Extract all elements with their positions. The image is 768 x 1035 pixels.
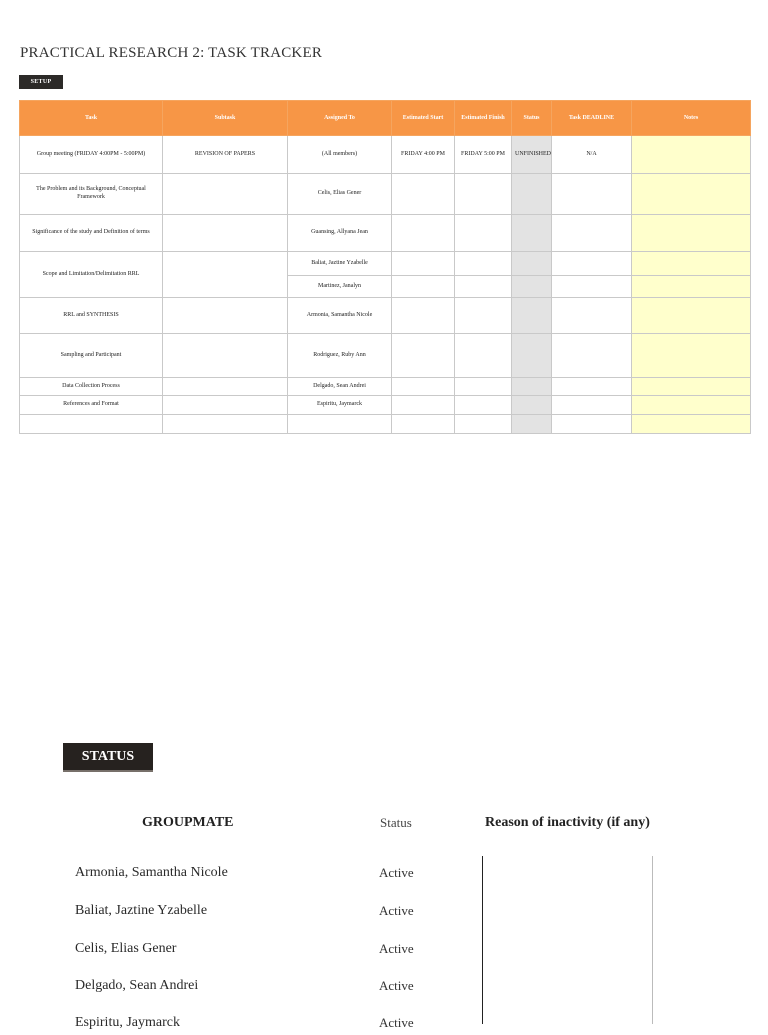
deadline-cell[interactable]: [552, 174, 632, 215]
finish-cell[interactable]: [455, 334, 512, 378]
status-cell[interactable]: UNFINISHED: [512, 136, 552, 174]
status-cell[interactable]: [512, 415, 552, 434]
start-cell[interactable]: [392, 396, 455, 415]
table-row: [20, 415, 751, 434]
task-tracker-table: [19, 100, 751, 434]
subtask-cell[interactable]: [163, 215, 288, 252]
task-cell[interactable]: Significance of the study and Definition of terms: [20, 215, 163, 252]
status-header: Status: [380, 815, 412, 830]
groupmate-status: Active: [379, 941, 414, 956]
groupmate-name: Espiritu, Jaymarck: [75, 1015, 180, 1030]
start-cell[interactable]: FRIDAY 4:00 PM: [392, 136, 455, 174]
start-cell[interactable]: [392, 415, 455, 434]
finish-cell[interactable]: FRIDAY 5:00 PM: [455, 136, 512, 174]
header-estimated-start: Estimated Start: [392, 101, 455, 136]
finish-cell[interactable]: [455, 215, 512, 252]
groupmate-name: Armonia, Samantha Nicole: [75, 865, 228, 880]
assigned-cell[interactable]: Rodriguez, Ruby Ann: [288, 334, 392, 378]
groupmate-status: Active: [379, 903, 414, 918]
groupmate-row: [0, 1015, 768, 1035]
task-cell[interactable]: References and Format: [20, 396, 163, 415]
assigned-cell[interactable]: Martinez, Janalyn: [288, 276, 392, 298]
deadline-cell[interactable]: N/A: [552, 136, 632, 174]
status-cell[interactable]: [512, 396, 552, 415]
header-estimated-finish: Estimated Finish: [455, 101, 512, 136]
table-row: [20, 174, 751, 215]
task-cell[interactable]: Data Collection Process: [20, 378, 163, 396]
header-task-deadline: Task DEADLINE: [552, 101, 632, 136]
status-cell[interactable]: [512, 334, 552, 378]
groupmate-row: [0, 865, 768, 885]
table-row: [20, 136, 751, 174]
deadline-cell[interactable]: [552, 276, 632, 298]
status-cell[interactable]: [512, 378, 552, 396]
assigned-cell[interactable]: Armonia, Samantha Nicole: [288, 298, 392, 334]
groupmate-status: Active: [379, 1015, 414, 1030]
status-cell[interactable]: [512, 252, 552, 276]
start-cell[interactable]: [392, 276, 455, 298]
assigned-cell[interactable]: Celis, Elias Gener: [288, 174, 392, 215]
table-row: [20, 378, 751, 396]
deadline-cell[interactable]: [552, 334, 632, 378]
notes-cell[interactable]: [632, 396, 751, 415]
page-title: PRACTICAL RESEARCH 2: TASK TRACKER: [20, 45, 323, 61]
header-notes: Notes: [632, 101, 751, 136]
table-header-row: [20, 101, 751, 136]
header-subtask: Subtask: [163, 101, 288, 136]
subtask-cell[interactable]: REVISION OF PAPERS: [163, 136, 288, 174]
notes-cell[interactable]: [632, 215, 751, 252]
groupmate-name: Baliat, Jaztine Yzabelle: [75, 903, 208, 918]
subtask-cell[interactable]: [163, 415, 288, 434]
notes-cell[interactable]: [632, 415, 751, 434]
assigned-cell[interactable]: (All members): [288, 136, 392, 174]
deadline-cell[interactable]: [552, 215, 632, 252]
groupmate-row: [0, 941, 768, 961]
notes-cell[interactable]: [632, 334, 751, 378]
start-cell[interactable]: [392, 215, 455, 252]
table-row: [20, 334, 751, 378]
status-cell[interactable]: [512, 215, 552, 252]
assigned-cell[interactable]: Baliat, Jaztine Yzabelle: [288, 252, 392, 276]
reason-header: Reason of inactivity (if any): [485, 815, 650, 830]
deadline-cell[interactable]: [552, 378, 632, 396]
task-cell[interactable]: RRL and SYNTHESIS: [20, 298, 163, 334]
finish-cell[interactable]: [455, 298, 512, 334]
finish-cell[interactable]: [455, 396, 512, 415]
subtask-cell[interactable]: [163, 334, 288, 378]
subtask-cell[interactable]: [163, 378, 288, 396]
notes-cell[interactable]: [632, 298, 751, 334]
notes-cell[interactable]: [632, 378, 751, 396]
task-cell[interactable]: Sampling and Participant: [20, 334, 163, 378]
groupmate-header: GROUPMATE: [142, 815, 234, 830]
header-assigned-to: Assigned To: [288, 101, 392, 136]
table-row: [20, 215, 751, 252]
start-cell[interactable]: [392, 378, 455, 396]
notes-cell[interactable]: [632, 174, 751, 215]
deadline-cell[interactable]: [552, 252, 632, 276]
groupmate-row: [0, 903, 768, 923]
task-cell[interactable]: Group meeting (FRIDAY 4:00PM - 5:00PM): [20, 136, 163, 174]
notes-cell[interactable]: [632, 276, 751, 298]
deadline-cell[interactable]: [552, 396, 632, 415]
subtask-cell[interactable]: [163, 174, 288, 215]
groupmate-row: [0, 978, 768, 998]
finish-cell[interactable]: [455, 415, 512, 434]
start-cell[interactable]: [392, 252, 455, 276]
start-cell[interactable]: [392, 298, 455, 334]
table-row: [20, 396, 751, 415]
finish-cell[interactable]: [455, 276, 512, 298]
finish-cell[interactable]: [455, 378, 512, 396]
groupmate-status: Active: [379, 978, 414, 993]
start-cell[interactable]: [392, 174, 455, 215]
start-cell[interactable]: [392, 334, 455, 378]
assigned-cell[interactable]: Guansing, Allyana Jean: [288, 215, 392, 252]
assigned-cell[interactable]: Espiritu, Jaymarck: [288, 396, 392, 415]
notes-cell[interactable]: [632, 136, 751, 174]
task-cell[interactable]: The Problem and its Background, Conceptual Framework: [20, 174, 163, 215]
subtask-cell[interactable]: [163, 252, 288, 298]
notes-cell[interactable]: [632, 252, 751, 276]
groupmate-name: Delgado, Sean Andrei: [75, 978, 199, 993]
setup-button[interactable]: SETUP: [19, 75, 63, 89]
table-row: [20, 252, 751, 276]
deadline-cell[interactable]: [552, 298, 632, 334]
assigned-cell[interactable]: Delgado, Sean Andrei: [288, 378, 392, 396]
groupmate-name: Celis, Elias Gener: [75, 941, 177, 956]
finish-cell[interactable]: [455, 252, 512, 276]
assigned-cell[interactable]: [288, 415, 392, 434]
deadline-cell[interactable]: [552, 415, 632, 434]
subtask-cell[interactable]: [163, 298, 288, 334]
header-status: Status: [512, 101, 552, 136]
subtask-cell[interactable]: [163, 396, 288, 415]
task-cell[interactable]: [20, 415, 163, 434]
finish-cell[interactable]: [455, 174, 512, 215]
groupmate-status: Active: [379, 865, 414, 880]
status-cell[interactable]: [512, 276, 552, 298]
header-task: Task: [20, 101, 163, 136]
table-row: [20, 298, 751, 334]
status-section-label: STATUS: [63, 743, 153, 772]
status-cell[interactable]: [512, 298, 552, 334]
status-cell[interactable]: [512, 174, 552, 215]
task-cell[interactable]: Scope and Limitation/Delimitation RRL: [20, 252, 163, 298]
